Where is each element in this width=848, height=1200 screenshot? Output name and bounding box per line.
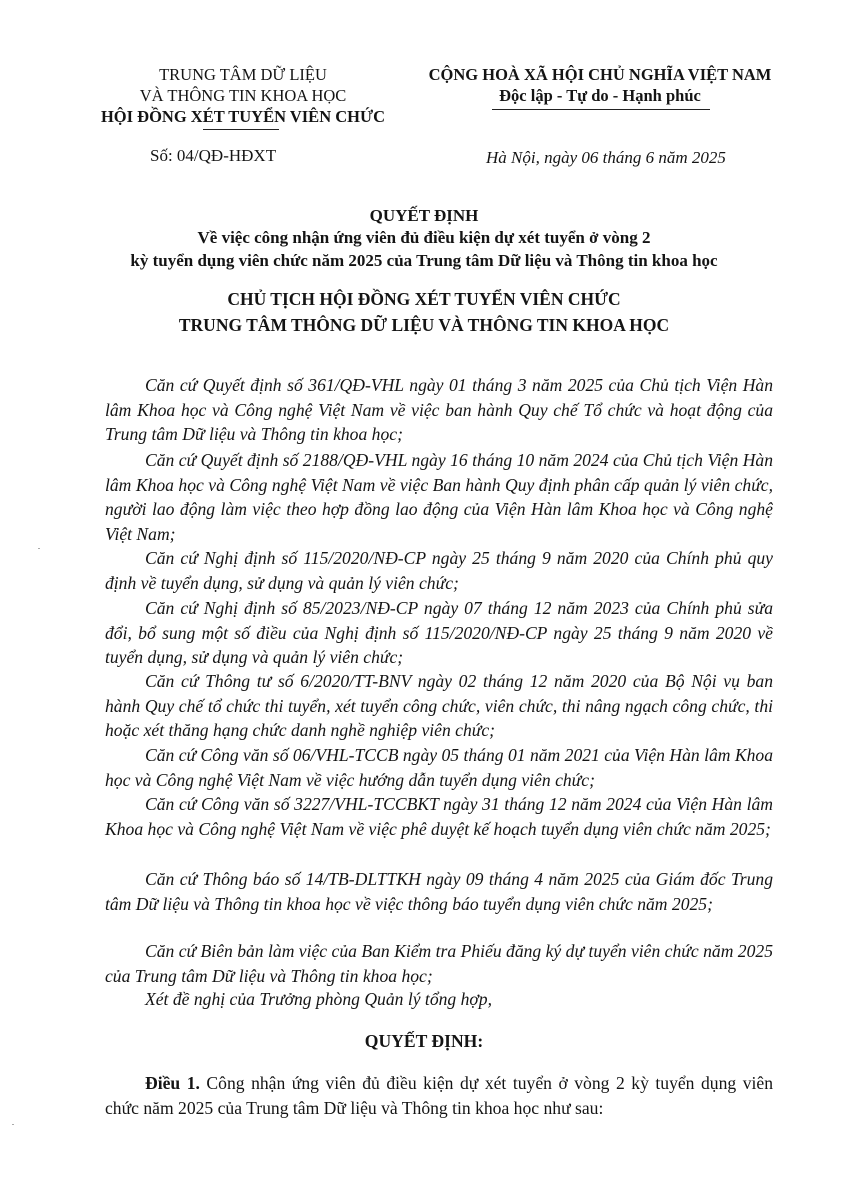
decision-heading: QUYẾT ĐỊNH: bbox=[364, 1031, 484, 1051]
chair-title-line1: CHỦ TỊCH HỘI ĐỒNG XÉT TUYỂN VIÊN CHỨC bbox=[227, 289, 621, 309]
decision-subject-line2: kỳ tuyển dụng viên chức năm 2025 của Trung tâm Dữ liệu và Thông tin khoa học bbox=[130, 251, 718, 270]
national-block bbox=[405, 64, 795, 106]
document-number: Số: 04/QĐ-HĐXT bbox=[150, 146, 277, 165]
legal-basis-7: Căn cứ Công văn số 3227/VHL-TCCBKT ngày 31 tháng 12 năm 2024 của Viện Hàn lâm Khoa học và Công nghệ Việt Nam về việc phê duyệt kế hoạch tuyển dụng viên chức năm 2025; bbox=[105, 794, 773, 839]
agency-name-line1: TRUNG TÂM DỮ LIỆU bbox=[159, 65, 327, 84]
article-1-text: Công nhận ứng viên đủ điều kiện dự xét tuyển ở vòng 2 kỳ tuyển dụng viên chức năm 2025 của Trung tâm Dữ liệu và Thông tin khoa học như sau: bbox=[105, 1073, 773, 1118]
motto-underline bbox=[492, 109, 710, 110]
legal-basis-2: Căn cứ Quyết định số 2188/QĐ-VHL ngày 16 tháng 10 năm 2024 của Chủ tịch Viện Hàn lâm Khoa học và Công nghệ Việt Nam về việc Ban hành Quy định phân cấp quản lý viên chức, người lao động làm việc theo hợp đồng lao động của Viện Hàn lâm Khoa học và Công nghệ Việt Nam; bbox=[105, 450, 773, 544]
decision-title: QUYẾT ĐỊNH bbox=[369, 206, 479, 225]
legal-basis-9: Căn cứ Biên bản làm việc của Ban Kiểm tra Phiếu đăng ký dự tuyển viên chức năm 2025 của Trung tâm Dữ liệu và Thông tin khoa học; bbox=[105, 941, 773, 986]
scan-speck bbox=[12, 1124, 14, 1125]
legal-basis-4: Căn cứ Nghị định số 85/2023/NĐ-CP ngày 07 tháng 12 năm 2023 của Chính phủ sửa đổi, bổ sung một số điều của Nghị định số 115/2020/NĐ-CP ngày 25 tháng 9 năm 2020 về tuyển dụng, sử dụng và quản lý viên chức; bbox=[105, 598, 773, 667]
council-name: HỘI ĐỒNG XÉT TUYỂN VIÊN CHỨC bbox=[100, 107, 386, 126]
scan-speck bbox=[38, 548, 40, 549]
agency-name-line2: VÀ THÔNG TIN KHOA HỌC bbox=[139, 86, 347, 105]
national-motto: Độc lập - Tự do - Hạnh phúc bbox=[499, 86, 701, 105]
place-date: Hà Nội, ngày 06 tháng 6 năm 2025 bbox=[486, 148, 726, 167]
legal-basis-8: Căn cứ Thông báo số 14/TB-DLTTKH ngày 09 tháng 4 năm 2025 của Giám đốc Trung tâm Dữ liệu và Thông tin khoa học về việc thông báo tuyển dụng viên chức năm 2025; bbox=[105, 869, 773, 914]
chair-title-line2: TRUNG TÂM THÔNG DỮ LIỆU VÀ THÔNG TIN KHOA HỌC bbox=[178, 315, 670, 335]
agency-underline bbox=[203, 129, 279, 130]
decision-subject-line1: Về việc công nhận ứng viên đủ điều kiện dự xét tuyển ở vòng 2 bbox=[197, 228, 651, 247]
article-1-label: Điều 1. bbox=[145, 1073, 200, 1093]
article-1 bbox=[105, 1071, 773, 1120]
agency-block bbox=[78, 64, 408, 127]
proposal-note: Xét đề nghị của Trưởng phòng Quản lý tổng hợp, bbox=[145, 989, 492, 1009]
legal-basis-6: Căn cứ Công văn số 06/VHL-TCCB ngày 05 tháng 01 năm 2021 của Viện Hàn lâm Khoa học và Công nghệ Việt Nam về việc hướng dẫn tuyển dụng viên chức; bbox=[105, 745, 773, 790]
legal-basis-3: Căn cứ Nghị định số 115/2020/NĐ-CP ngày 25 tháng 9 năm 2020 của Chính phủ quy định về tuyển dụng, sử dụng và quản lý viên chức; bbox=[105, 548, 773, 593]
legal-basis-5: Căn cứ Thông tư số 6/2020/TT-BNV ngày 02 tháng 12 năm 2020 của Bộ Nội vụ ban hành Quy chế tổ chức thi tuyển, xét tuyển công chức, viên chức, thi nâng ngạch công chức, thi hoặc xét thăng hạng chức danh nghề nghiệp viên chức; bbox=[105, 671, 773, 740]
legal-basis-1: Căn cứ Quyết định số 361/QĐ-VHL ngày 01 tháng 3 năm 2025 của Chủ tịch Viện Hàn lâm Khoa học và Công nghệ Việt Nam về việc ban hành Quy chế Tổ chức và hoạt động của Trung tâm Dữ liệu và Thông tin khoa học; bbox=[105, 375, 773, 444]
national-title: CỘNG HOÀ XÃ HỘI CHỦ NGHĨA VIỆT NAM bbox=[428, 65, 772, 84]
